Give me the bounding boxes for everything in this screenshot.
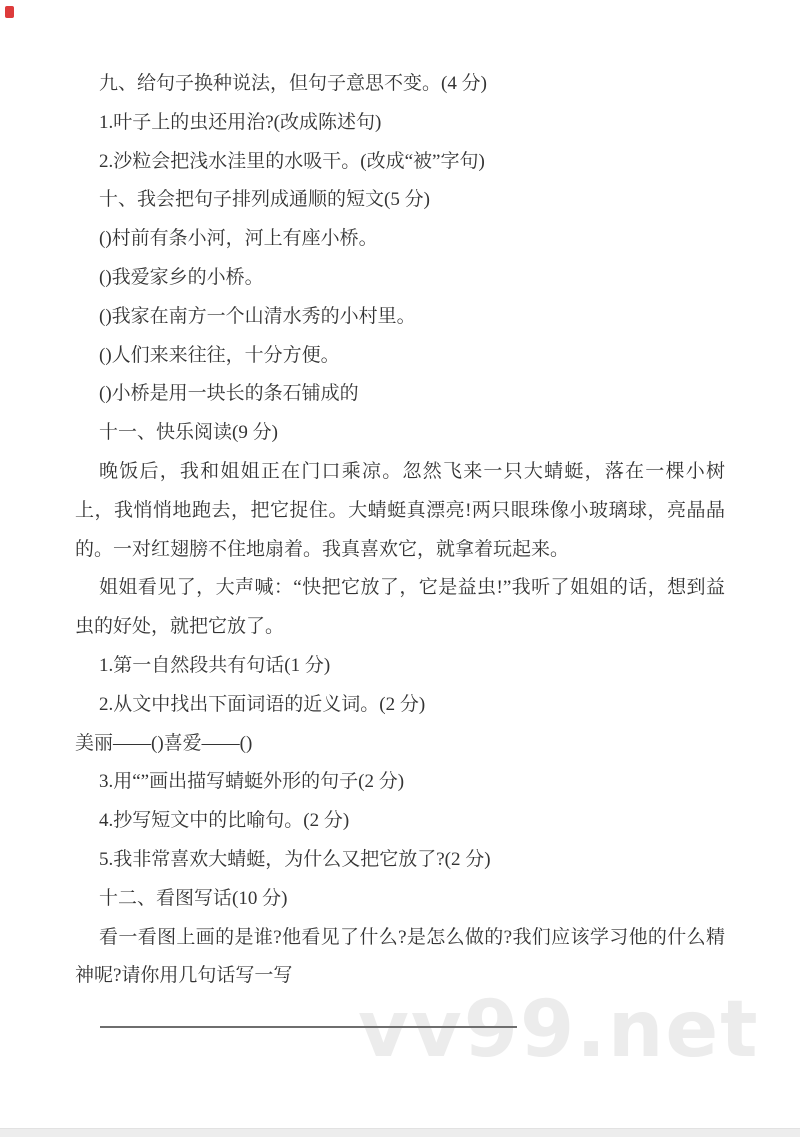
watermark: vv99.net [358,985,760,1075]
section-9-title: 九、给句子换种说法，但句子意思不变。(4 分) [99,73,487,94]
corner-mark [5,6,14,18]
sort-item-4: ()人们来来往往，十分方便。 [99,344,340,366]
reading-q3: 3.用“”画出描写蜻蜓外形的句子(2 分) [99,771,405,793]
sort-item-5: ()小桥是用一块长的条石铺成的 [99,383,359,405]
passage-line-2: 上，我悄悄地跑去，把它捉住。大蜻蜓真漂亮!两只眼珠像小玻璃球，亮晶晶 [75,499,725,521]
sort-item-2: ()我爱家乡的小桥。 [99,266,264,288]
section-11-title: 十一、快乐阅读(9 分) [99,422,278,444]
answer-blank-line [100,1026,517,1028]
q9-item-2: 2.沙粒会把浅水洼里的水吸干。(改成“被”字句) [99,150,485,172]
reading-q5: 5.我非常喜欢大蜻蜓，为什么又把它放了?(2 分) [99,848,491,870]
passage-line-1: 晚饭后，我和姐姐正在门口乘凉。忽然飞来一只大蜻蜓，落在一棵小树 [99,460,725,482]
section-10-title: 十、我会把句子排列成通顺的短文(5 分) [99,189,430,211]
reading-q4: 4.抄写短文中的比喻句。(2 分) [99,810,350,832]
reading-q2: 2.从文中找出下面词语的近义词。(2 分) [99,693,426,715]
bottom-edge-strip [0,1128,800,1137]
synonym-blanks: 美丽——()喜爱——() [75,732,253,754]
passage-line-5: 虫的好处，就把它放了。 [75,616,285,638]
passage-line-3: 的。一对红翅膀不住地扇着。我真喜欢它，就拿着玩起来。 [75,538,570,560]
q9-item-1: 1.叶子上的虫还用治?(改成陈述句) [99,111,382,133]
prompt-line-2: 神呢?请你用几句话写一写 [75,965,293,987]
reading-q1: 1.第一自然段共有句话(1 分) [99,654,331,676]
section-12-title: 十二、看图写话(10 分) [99,887,288,909]
prompt-line-1: 看一看图上画的是谁?他看见了什么?是怎么做的?我们应该学习他的什么精 [99,926,725,948]
sort-item-3: ()我家在南方一个山清水秀的小村里。 [99,305,416,327]
passage-line-4: 姐姐看见了，大声喊：“快把它放了，它是益虫!”我听了姐姐的话，想到益 [99,577,725,599]
sort-item-1: ()村前有条小河，河上有座小桥。 [99,228,378,250]
